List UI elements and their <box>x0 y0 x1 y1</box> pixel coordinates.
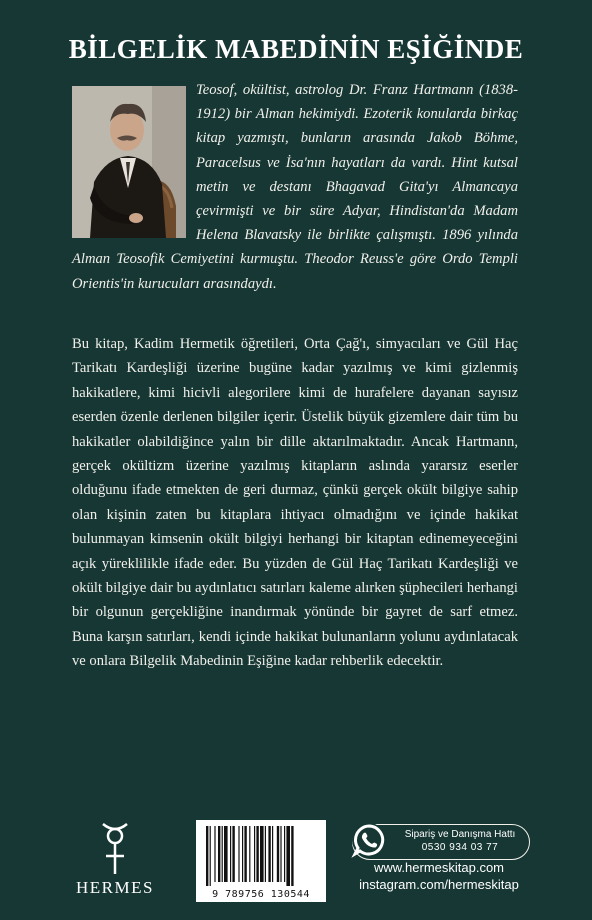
barcode-bar <box>242 826 243 882</box>
barcode-bar <box>206 826 208 886</box>
barcode-bar <box>222 826 223 882</box>
barcode-bar <box>256 826 258 882</box>
publisher-name: HERMES <box>76 878 154 897</box>
barcode-bar <box>218 826 220 882</box>
barcode <box>196 820 326 902</box>
barcode-bar <box>291 826 293 886</box>
barcode-bar <box>265 826 266 882</box>
barcode-bar <box>260 826 264 882</box>
hermes-logo-icon <box>70 818 160 876</box>
barcode-bar <box>249 826 250 882</box>
website-link[interactable]: www.hermeskitap.com <box>373 860 505 875</box>
author-biography <box>72 78 518 296</box>
barcode-bar <box>277 826 279 882</box>
barcode-bar <box>254 826 255 882</box>
barcode-bar <box>238 826 239 882</box>
whatsapp-icon <box>351 822 387 858</box>
order-hotline[interactable] <box>352 824 530 860</box>
barcode-bar <box>224 826 228 882</box>
barcode-bar <box>230 826 231 882</box>
barcode-bar <box>232 826 234 882</box>
instagram-link[interactable]: instagram.com/hermeskitap <box>359 877 519 892</box>
book-title: BİLGELİK MABEDİNİN EŞİĞİNDE <box>68 34 524 64</box>
barcode-bar <box>272 826 273 882</box>
barcode-bar <box>244 826 246 882</box>
barcode-bar <box>284 826 285 882</box>
barcode-bar <box>286 826 290 886</box>
hotline-label: Sipariş ve Danışma Hattı <box>404 829 516 840</box>
author-biography-text: Teosof, okültist, astrolog Dr. Franz Hartmann (1838-1912) bir Alman hekimiydi. Ezoterik konularda birkaç kitap yazmıştı, bunların arasında Jakob Böhme, Paracelsus ve İsa'nın hayatları da vardı. Hint kutsal metin ve destanı Bhagavad Gita'yı Almancaya çevirmişti ve bir süre Adyar, Hindistan'da Madam Helena Blavatsky ile birlikte çalışmıştı. 1896 yılında Alman Teosofik Cemiyetini kurmuştu. Theodor Reuss'e göre Ordo Templi Orientis'in kurucuları arasındaydı. <box>72 82 518 292</box>
isbn-number: 9 789756 130544 <box>212 889 310 900</box>
barcode-bar <box>280 826 281 882</box>
barcode-bar <box>214 826 215 882</box>
barcode-bar <box>210 826 211 886</box>
barcode-bar <box>268 826 270 882</box>
barcode-bars <box>196 820 326 886</box>
hotline-number[interactable]: 0530 934 03 77 <box>421 842 499 853</box>
book-description: Bu kitap, Kadim Hermetik öğretileri, Orta Çağ'ı, simyacıları ve Gül Haç Tarikatı Kardeşliği üzerine bugüne kadar yazılmış ve kimi gizlenmiş hakikatlere, kimi hicivli alegorilere kimi de hurafelere dayanan sayısız eserden özenle derlenen bilgiler içerir. Üstelik büyük gizemlere dair tüm bu hakikatler olabildiğince yalın bir dille aktarılmaktadır. Ancak Hartmann, gerçek okültizm üzerine yazılmış kitapların aslında yararsız eserler olduğunu ifade etmekten de geri durmaz, çünkü gerçek okült bilgiye sahip olan kişinin zaten bu kitaplara ihtiyacı olmadığını ve içinde hakikat bulunmayan kimsenin okült bilgiyi herhangi bir kitaptan edinemeyeceğini açık yüreklilikle ifade eder. Bu yüzden de Gül Haç Tarikatı Kardeşliği ve okült bilgiye dair bu aydınlatıcı satırları kaleme alırken şüphecileri herhangi bir olgunun gerçekliğine inandırmak yönünde bir gayret de sarf etmez. Buna karşın satırları, kendi içinde hakikat bulunanların yolunu aydınlatacak ve onlara Bilgelik Mabedinin Eşiğine kadar rehberlik edecektir. <box>72 336 518 670</box>
hermes-logo <box>70 818 160 898</box>
